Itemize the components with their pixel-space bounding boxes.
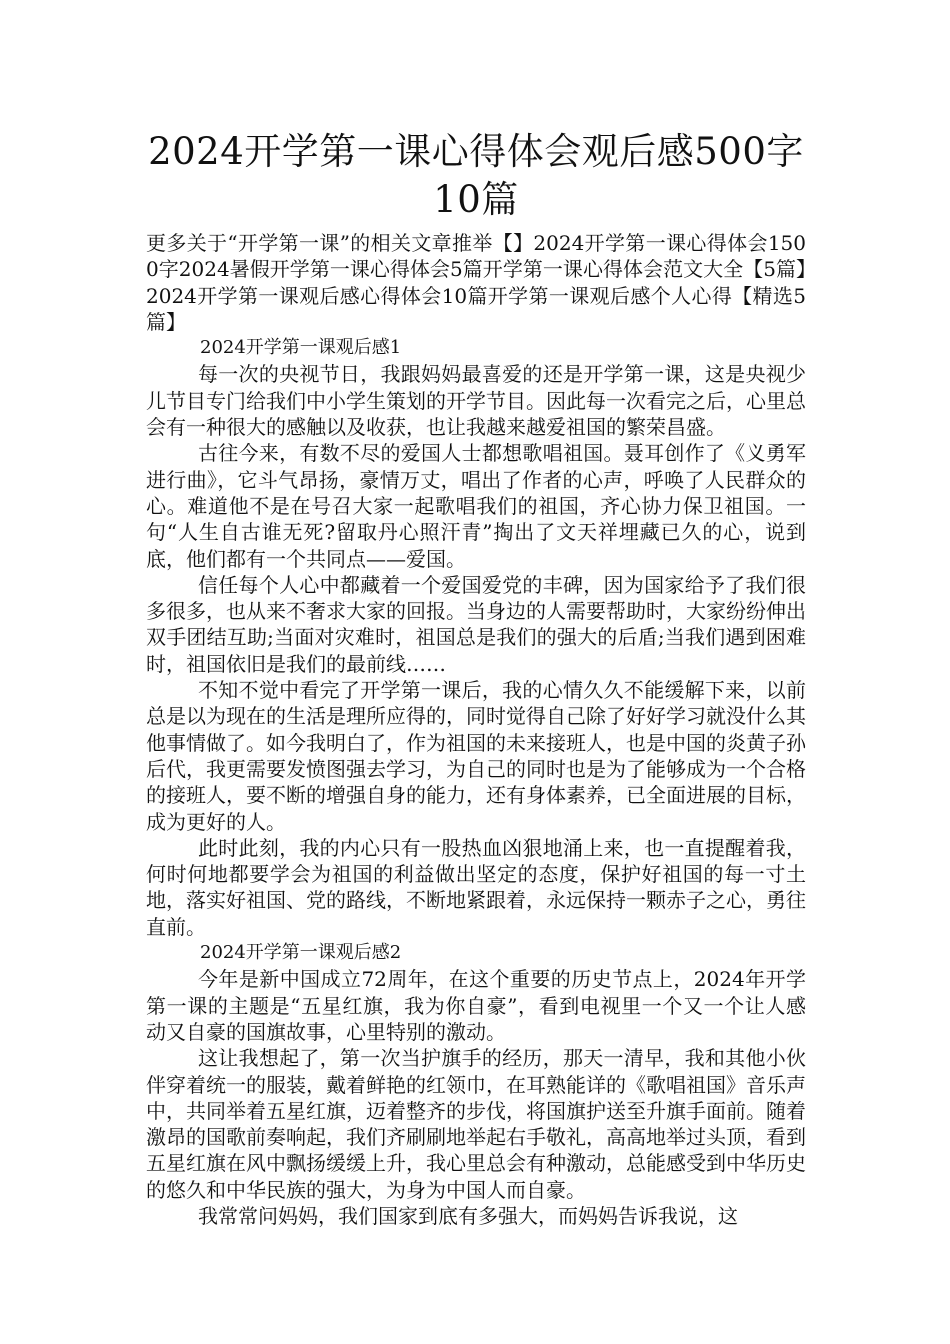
body-paragraph: 这让我想起了，第一次当护旗手的经历，那天一清早，我和其他小伙伴穿着统一的服装，戴着鲜艳的红领巾，在耳熟能详的《歌唱祖国》音乐声中，共同举着五星红旗，迈着整齐的步伐，将国旗护送至升旗手面前。随着激昂的国歌前奏响起，我们齐刷刷地举起右手敬礼，高高地举过头顶，看到五星红旗在风中飘扬缓缓上升，我心里总会有种激动，总能感受到中华历史的悠久和中华民族的强大，为身为中国人而自豪。 xyxy=(146,1046,806,1202)
body-paragraph: 今年是新中国成立72周年，在这个重要的历史节点上，2024年开学第一课的主题是“五星红旗，我为你自豪”，看到电视里一个又一个让人感动又自豪的国旗故事，心里特别的激动。 xyxy=(146,967,806,1044)
body-paragraph: 此时此刻，我的内心只有一股热血凶狠地涌上来，也一直提醒着我，何时何地都要学会为祖国的利益做出坚定的态度，保护好祖国的每一寸土地，落实好祖国、党的路线，不断地紧跟着，永远保持一颗赤子之心，勇往直前。 xyxy=(146,835,806,939)
body-paragraph: 每一次的央视节日，我跟妈妈最喜爱的还是开学第一课，这是央视少儿节目专门给我们中小学生策划的开学节目。因此每一次看完之后，心里总会有一种很大的感触以及收获，也让我越来越爱祖国的繁荣昌盛。 xyxy=(146,362,806,440)
body-paragraph: 不知不觉中看完了开学第一课后，我的心情久久不能缓解下来，以前总是以为现在的生活是理所应得的，同时觉得自己除了好好学习就没什么其他事情做了。如今我明白了，作为祖国的未来接班人，也是中国的炎黄子孙后代，我更需要发愤图强去学习，为自己的同时也是为了能够成为一个合格的接班人，要不断的增强自身的能力，还有身体素养，已全面进展的目标，成为更好的人。 xyxy=(146,678,806,834)
section-heading: 2024开学第一课观后感1 xyxy=(200,337,402,359)
body-paragraph: 信任每个人心中都藏着一个爱国爱党的丰碑，因为国家给予了我们很多很多，也从来不奢求大家的回报。当身边的人需要帮助时，大家纷纷伸出双手团结互助;当面对灾难时，祖国总是我们的强大的后盾;当我们遇到困难时，祖国依旧是我们的最前线…… xyxy=(146,572,806,676)
document-page xyxy=(146,128,806,1229)
section-2 xyxy=(146,940,806,1229)
section-1 xyxy=(146,335,806,940)
body-paragraph: 我常常问妈妈，我们国家到底有多强大，而妈妈告诉我说，这 xyxy=(198,1203,738,1228)
intro-paragraph: 更多关于“开学第一课”的相关文章推举【】2024开学第一课心得体会1500字2024暑假开学第一课心得体会5篇开学第一课心得体会范文大全【5篇】2024开学第一课观后感心得体会10篇开学第一课观后感个人心得【精选5篇】 xyxy=(146,231,806,334)
document-title: 2024开学第一课心得体会观后感500字10篇 xyxy=(148,130,804,221)
body-paragraph: 古往今来，有数不尽的爱国人士都想歌唱祖国。聂耳创作了《义勇军进行曲》，它斗气昂扬，豪情万丈，唱出了作者的心声，呼唤了人民群众的心。难道他不是在号召大家一起歌唱我们的祖国，齐心协力保卫祖国。一句“人生自古谁无死?留取丹心照汗青”掏出了文天祥埋藏已久的心，说到底，他们都有一个共同点——爱国。 xyxy=(146,441,806,571)
section-heading: 2024开学第一课观后感2 xyxy=(200,942,402,964)
